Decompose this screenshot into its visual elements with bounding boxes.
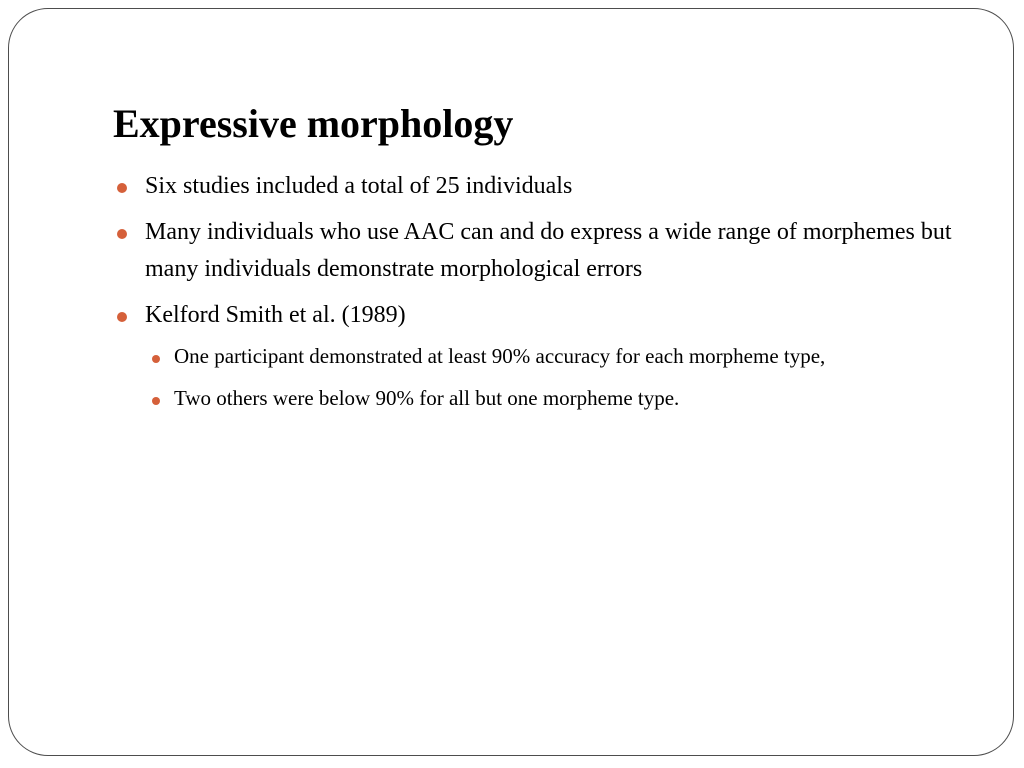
bullet-dot-icon bbox=[117, 229, 127, 239]
sub-bullet-text: Two others were below 90% for all but one morpheme type. bbox=[174, 386, 680, 410]
sub-bullet-dot-icon bbox=[152, 397, 160, 405]
bullet-dot-icon bbox=[117, 183, 127, 193]
sub-bullet-list bbox=[145, 340, 972, 415]
bullet-text: Six studies included a total of 25 individuals bbox=[145, 173, 573, 199]
bullet-dot-icon bbox=[117, 312, 127, 322]
bullet-item bbox=[112, 168, 972, 205]
sub-bullet-item bbox=[145, 382, 972, 415]
bullet-item bbox=[112, 297, 972, 415]
bullet-item bbox=[112, 214, 972, 288]
bullet-list bbox=[112, 168, 972, 424]
sub-bullet-dot-icon bbox=[152, 355, 160, 363]
slide-title: Expressive morphology bbox=[113, 101, 514, 146]
sub-bullet-text: One participant demonstrated at least 90% accuracy for each morpheme type, bbox=[174, 344, 826, 368]
bullet-text: Kelford Smith et al. (1989) bbox=[145, 302, 406, 328]
bullet-text: Many individuals who use AAC can and do express a wide range of morphemes but many individuals demonstrate morphological errors bbox=[145, 219, 964, 282]
sub-bullet-item bbox=[145, 340, 972, 373]
